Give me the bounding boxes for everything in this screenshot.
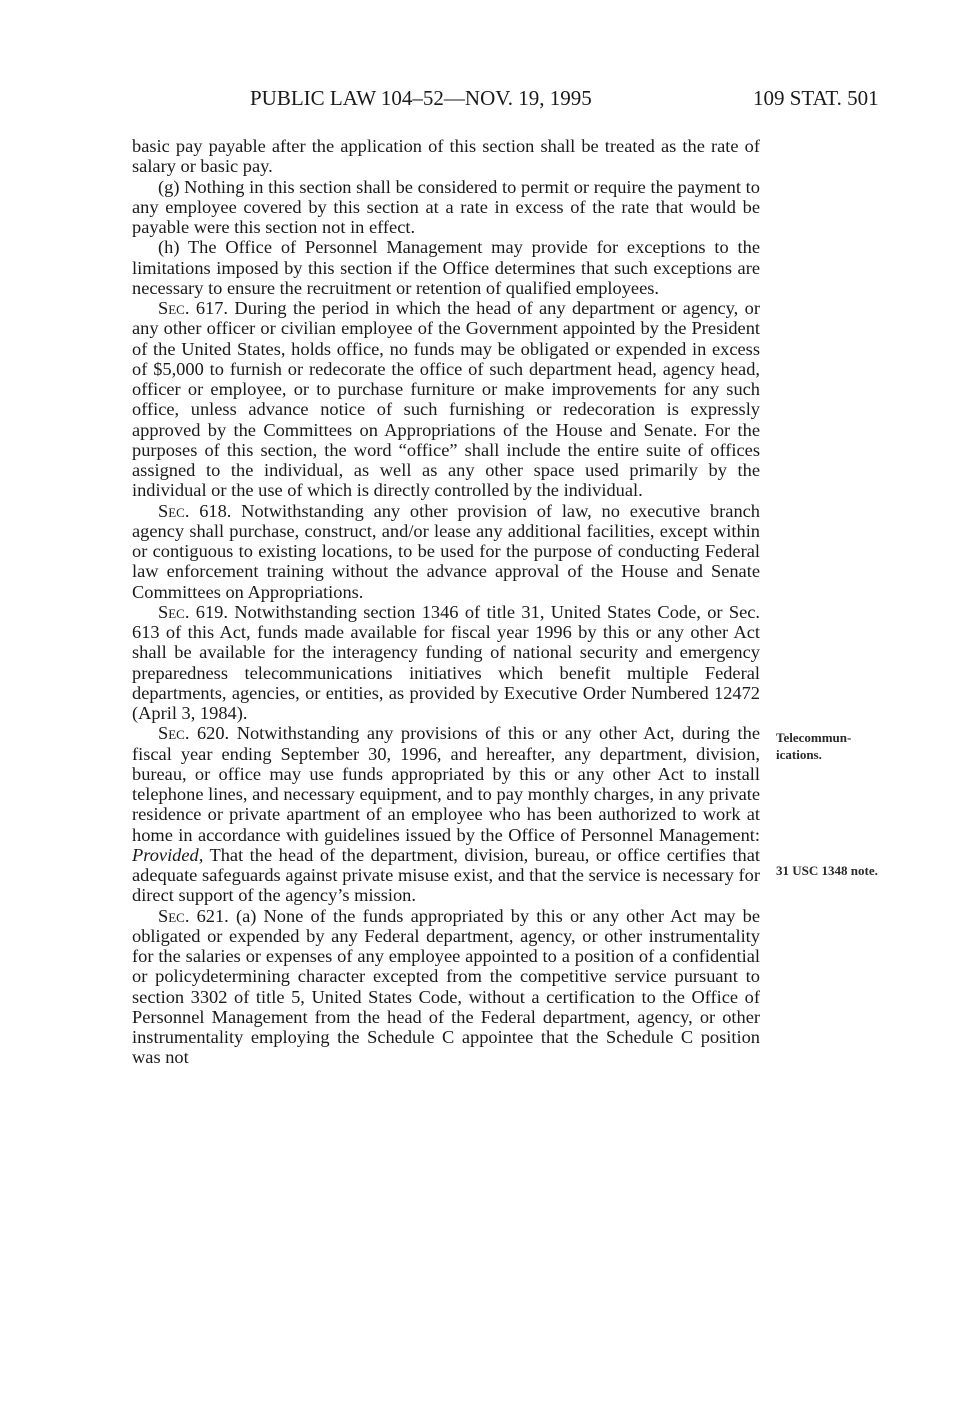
section-620 — [132, 723, 760, 905]
section-620-text-a: Notwithstanding any provisions of this or any other Act, during the fiscal year ending September 30, 1996, and hereafter, any department, division, bureau, or office may use funds appropriated by this or any other Act to install telephone lines, and necessary equipment, and to pay monthly charges, in any private residence or private apartment of an employee who has been authorized to work at home in accordance with guidelines issued by the Office of Personnel Management: — [132, 723, 760, 845]
page-header — [0, 86, 960, 116]
section-621-label: Sec. 621. — [158, 905, 229, 926]
body-text — [132, 136, 760, 1068]
paragraph-h: (h) The Office of Personnel Management may provide for exceptions to the limitations imposed by this section if the Office determines that such exceptions are necessary to ensure the recruitment or retention of qualified employees. — [132, 237, 760, 298]
section-619-text: Notwithstanding section 1346 of title 31, United States Code, or Sec. 613 of this Act, funds made available for fiscal year 1996 by this or any other Act shall be available for the interagency funding of national security and emergency preparedness telecommunications initiatives which benefit multiple Federal departments, agencies, or entities, as provided by Executive Order Numbered 12472 (April 3, 1984). — [132, 601, 761, 723]
section-621 — [132, 906, 760, 1068]
law-title: PUBLIC LAW 104–52—NOV. 19, 1995 — [250, 86, 592, 110]
paragraph-continuation: basic pay payable after the application of this section shall be treated as the rate of salary or basic pay. — [132, 136, 760, 177]
section-618-label: Sec. 618. — [158, 500, 232, 521]
section-619-label: Sec. 619. — [158, 601, 228, 622]
section-618-text: Notwithstanding any other provision of law, no executive branch agency shall purchase, construct, and/or lease any additional facilities, except within or contiguous to existing locations, to be used for the purpose of conducting Federal law enforcement training without the advance approval of the House and Senate Committees on Appropriations. — [132, 500, 760, 602]
section-617-text: During the period in which the head of any department or agency, or any other officer or civilian employee of the Government appointed by the President of the United States, holds office, no funds may be obligated or expended in excess of $5,000 to furnish or redecorate the office of such department head, agency head, officer or employee, or to purchase furniture or make improvements for any such office, unless advance notice of such furnishing or redecoration is expressly approved by the Committees on Appropriations of the House and Senate. For the purposes of this section, the word “office” shall include the entire suite of offices assigned to the individual, as well as any other space used primarily by the individual or the use of which is directly controlled by the individual. — [132, 298, 760, 501]
section-618 — [132, 501, 760, 602]
section-619 — [132, 602, 760, 724]
section-620-text-b: That the head of the department, division, bureau, or office certifies that adequate safeguards against private misuse exist, and that the service is necessary for direct support of the agency’s mission. — [132, 844, 760, 906]
paragraph-g: (g) Nothing in this section shall be considered to permit or require the payment to any employee covered by this section at a rate in excess of the rate that would be payable were this section not in effect. — [132, 176, 760, 237]
section-617 — [132, 298, 760, 501]
section-620-provided: Provided, — [132, 844, 204, 865]
section-617-label: Sec. 617. — [158, 298, 229, 318]
section-620-label: Sec. 620. — [158, 723, 230, 744]
section-621-text: (a) None of the funds appropriated by this or any other Act may be obligated or expended by any Federal department, agency, or other instrumentality for the salaries or expenses of any employee appointed to a position of a confidential or policydetermining character excepted from the competitive service pursuant to section 3302 of title 5, United States Code, without a certification to the Office of Personnel Management from the head of the Federal department, agency, or other instrumentality employing the Schedule C appointee that the Schedule C position was not — [132, 905, 760, 1068]
margin-note-telecommunications: Telecommunications. — [776, 730, 852, 762]
margin-note-usc-citation: 31 USC 1348 note. — [776, 863, 878, 878]
stat-page-number: 109 STAT. 501 — [753, 86, 879, 110]
